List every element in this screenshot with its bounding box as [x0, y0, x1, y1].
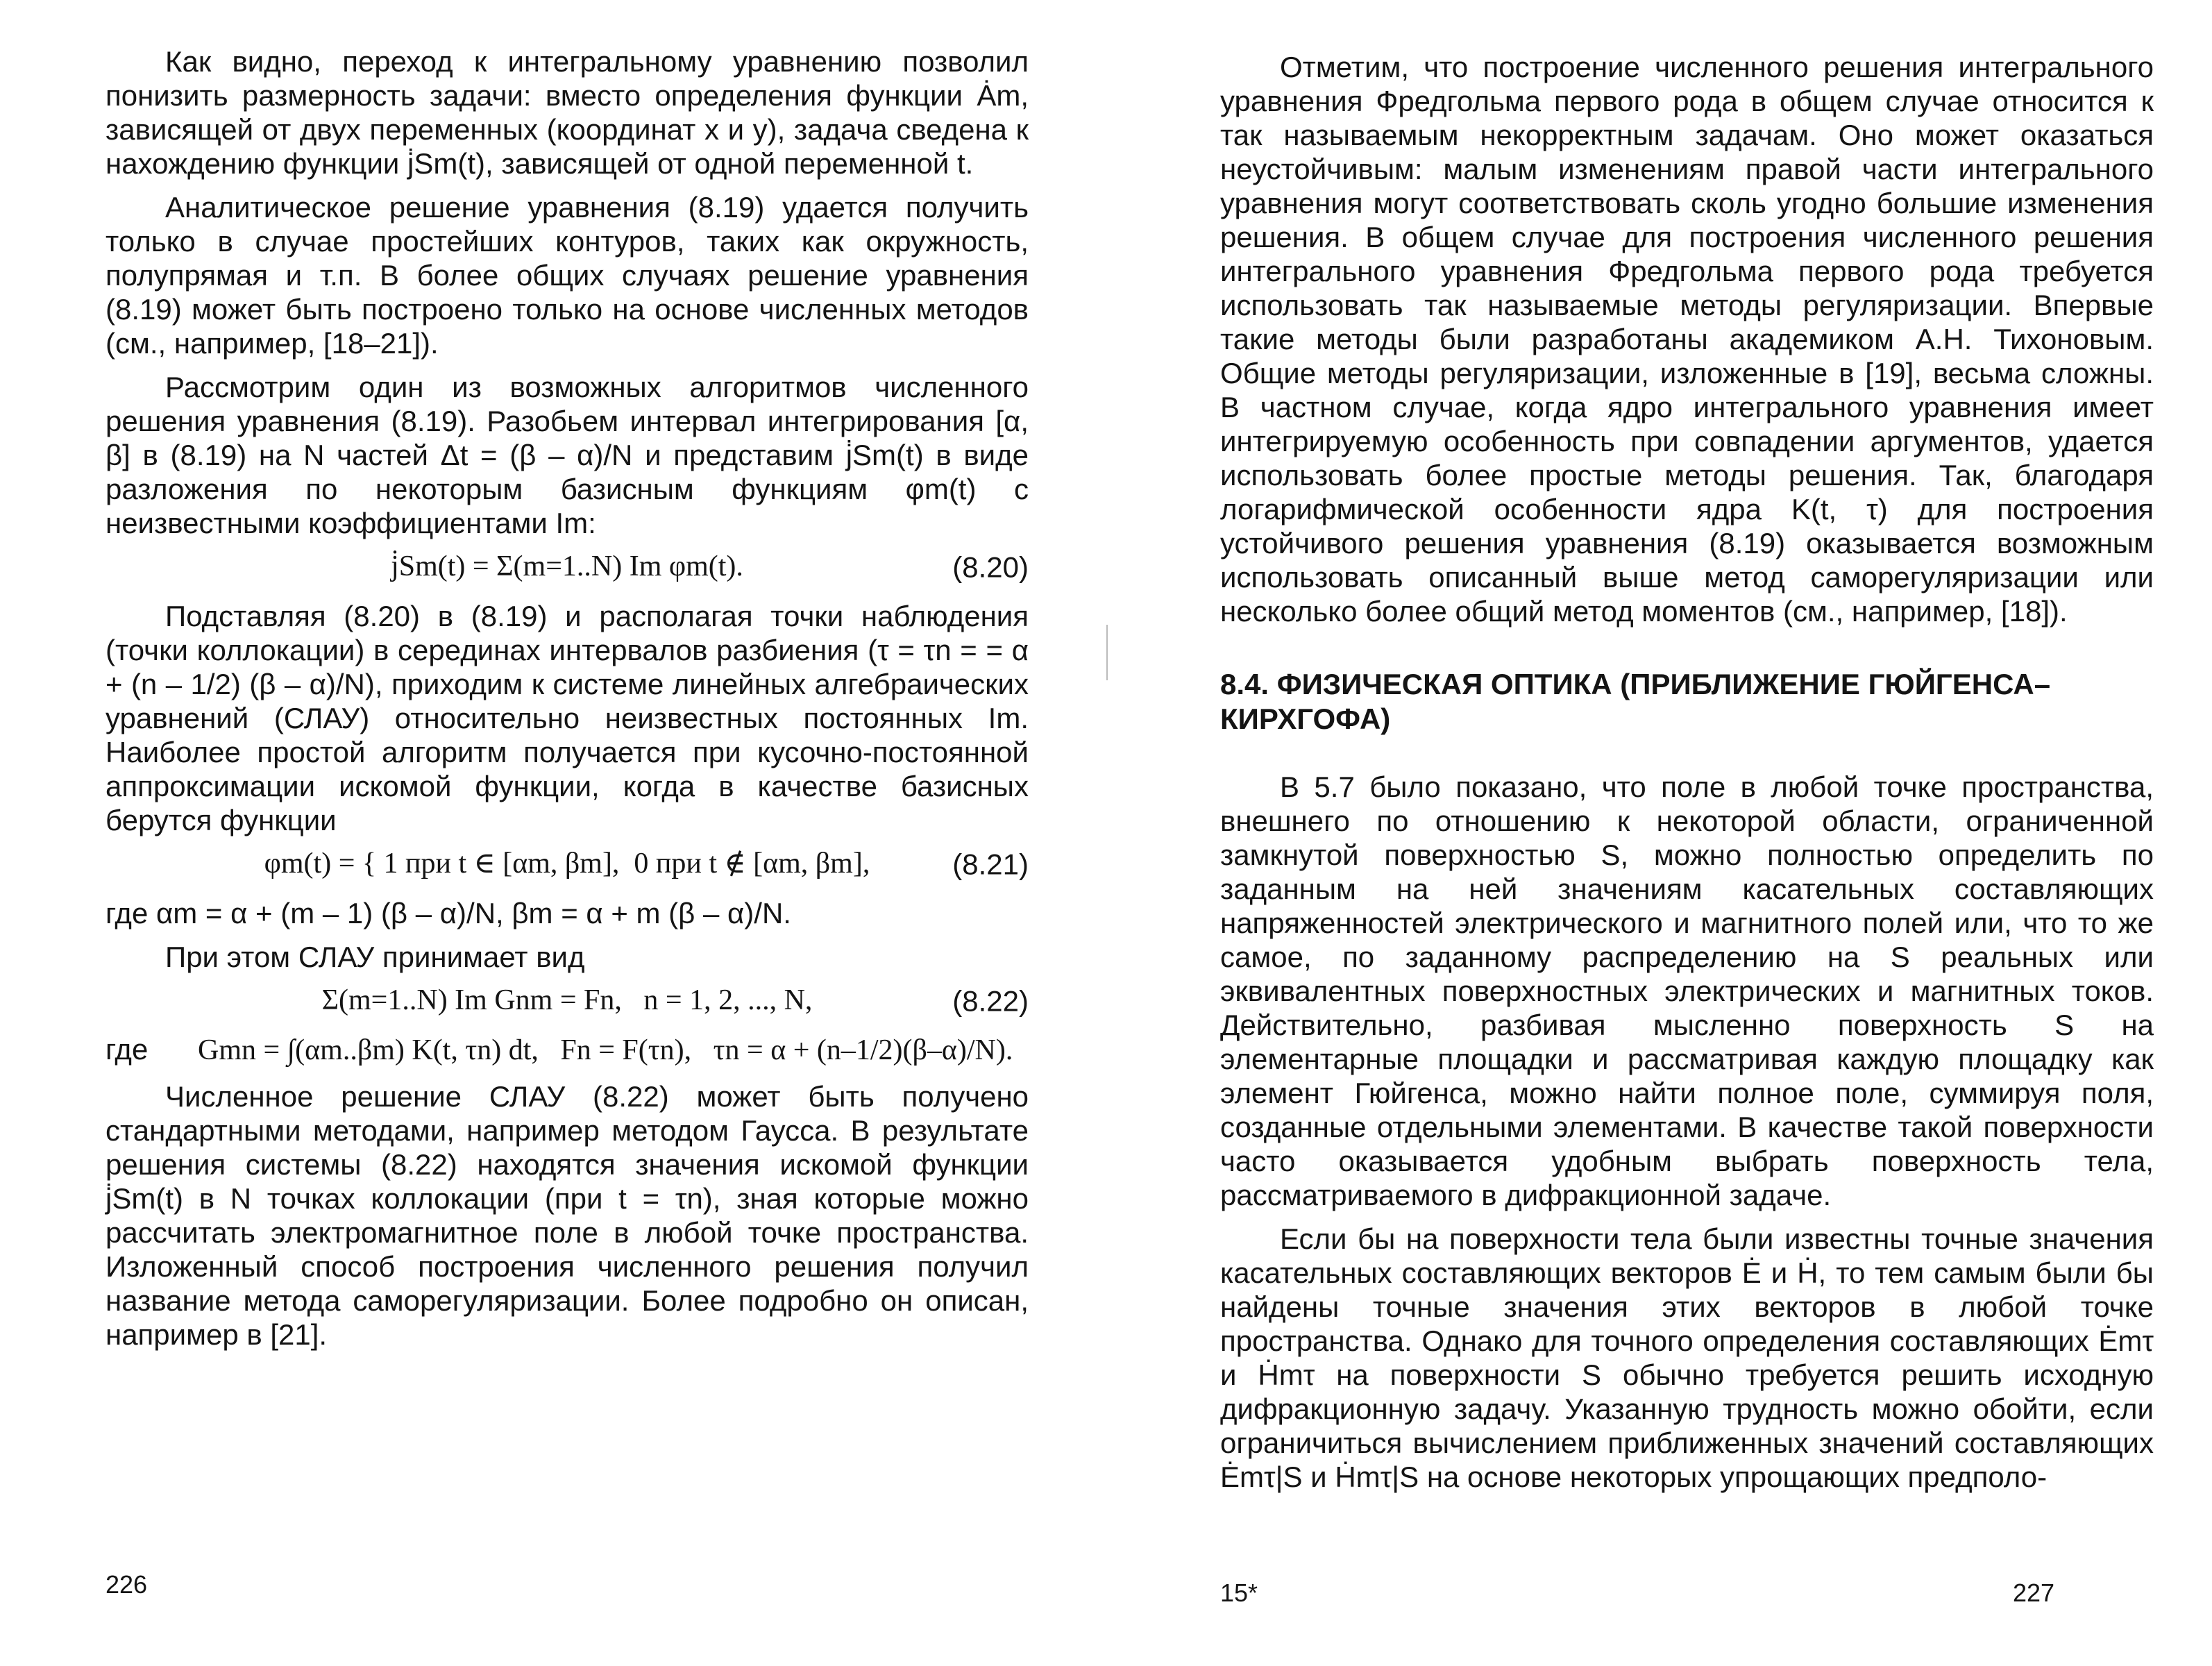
equation-number: (8.21) [952, 848, 1029, 880]
paragraph: При этом СЛАУ принимает вид [165, 941, 585, 973]
where-label: где [105, 1033, 149, 1066]
paragraph: Аналитическое решение уравнения (8.19) удается получить только в случае простейших контуров, таких как окружность, полупрямая и т.п. В более общих случаях решение уравнения (8.19) может быть построено только на основе численных методов (см., например, [18–21]). [105, 191, 1029, 360]
equation-number: (8.22) [952, 984, 1029, 1017]
section-heading: 8.4. ФИЗИЧЕСКАЯ ОПТИКА (ПРИБЛИЖЕНИЕ ГЮЙГЕНСА–КИРХГОФА) [1220, 668, 2051, 735]
left-text-column [105, 44, 1029, 1361]
page-number: 226 [105, 1570, 148, 1599]
where-line [105, 1033, 1029, 1067]
paragraph: Если бы на поверхности тела были известны точные значения касательных составляющих векторов Ė и Ḣ, то тем самым были бы найдены точные значения этих векторов в любой точке пространства. Однако для точного определения составляющих Ėmτ и Ḣmτ на поверхности S обычно требуется решить исходную дифракционную задачу. Указанную трудность можно обойти, если ограничиться вычислением приближенных значений составляющих Ėmτ|S и Ḣmτ|S на основе некоторых упрощающих предполо- [1220, 1222, 2154, 1493]
formula-8-20 [105, 550, 1029, 584]
formula-body: j̇Sm(t) = Σ(m=1..N) Im φm(t). [391, 550, 743, 582]
paragraph: Отметим, что построение численного решения интегрального уравнения Фредгольма первого рода в общем случае относится к так называемым некорректным задачам. Оно может оказаться неустойчивым: малым изменениям правой части интегрального уравнения могут соответствовать сколь угодно большие изменения решения. В общем случае для построения численного решения интегрального уравнения Фредгольма первого рода требуется использовать так называемые методы регуляризации. Впервые такие методы были разработаны академиком А.Н. Тихоновым. Общие методы регуляризации, изложенные в [19], весьма сложны. В частном случае, когда ядро интегрального уравнения имеет интегрируемую особенность при совпадении аргументов, удается использовать более простые методы решения. Так, благодаря логарифмической особенности ядра K(t, τ) для построения устойчивого решения уравнения (8.19) оказывается возможным использовать описанный выше метод саморегуляризации или несколько более общий метод моментов (см., например, [18]). [1220, 51, 2154, 628]
paragraph: Численное решение СЛАУ (8.22) может быть получено стандартными методами, например методом Гаусса. В результате решения системы (8.22) находятся значения искомой функции j̇Sm(t) в N точках коллокации (при t = τn), зная которые можно рассчитать электромагнитное поле в любой точке пространства. Изложенный способ построения численного решения получил название метода саморегуляризации. Более подробно он описан, например в [21]. [105, 1080, 1029, 1351]
formula-8-21 [105, 847, 1029, 881]
equation-number: (8.20) [952, 550, 1029, 583]
paragraph: Как видно, переход к интегральному уравнению позволил понизить размерность задачи: вместо определения функции Ȧm, зависящей от двух переменных (координат x и y), задача сведена к нахождению функции j̇Sm(t), зависящей от одной переменной t. [105, 45, 1029, 180]
formula-body: φm(t) = { 1 при t ∈ [αm, βm], 0 при t ∉ [αm, βm], [264, 848, 870, 880]
paragraph: Подставляя (8.20) в (8.19) и располагая точки наблюдения (точки коллокации) в серединах интервалов разбиения (τ = τn = = α + (n – 1/2) (β – α)/N), приходим к системе линейных алгебраических уравнений (СЛАУ) относительно неизвестных постоянных Im. Наиболее простой алгоритм получается при кусочно-постоянной аппроксимации искомой функции, когда в качестве базисных берутся функции [105, 600, 1029, 836]
formula-body: Σ(m=1..N) Im Gnm = Fn, n = 1, 2, ..., N, [321, 984, 813, 1016]
page-number: 227 [2013, 1579, 2055, 1607]
right-text-column [1220, 50, 2154, 1504]
signature-mark: 15* [1220, 1579, 1258, 1607]
formula-8-22 [105, 984, 1029, 1018]
paragraph: В 5.7 было показано, что поле в любой точке пространства, внешнего по отношению к некоторой области, ограниченной замкнутой поверхностью S, можно полностью определить по заданным на ней значениям касательных составляющих напряженностей электрического и магнитного полей или, что то же самое, по заданному распределению на S реальных или эквивалентных поверхностных электрических и магнитных токов. Действительно, разбивая мысленно поверхность S на элементарные площадки и рассматривая каждую площадку как элемент Гюйгенса, можно найти полное поле, суммируя поля, созданные отдельными элементами. В качестве такой поверхности часто оказывается удобным выбрать поверхность тела, рассматриваемого в дифракционной задаче. [1220, 771, 2154, 1211]
right-page [1106, 0, 2212, 1666]
paragraph: Рассмотрим один из возможных алгоритмов численного решения уравнения (8.19). Разобьем интервал интегрирования [α, β] в (8.19) на N частей Δt = (β – α)/N и представим j̇Sm(t) в виде разложения по некоторым базисным функциям φm(t) с неизвестными коэффициентами Im: [105, 371, 1029, 539]
where-formula: Gmn = ∫(αm..βm) K(t, τn) dt, Fn = F(τn), τn = α + (n–1/2)(β–α)/N). [197, 1034, 1013, 1066]
paragraph: где αm = α + (m – 1) (β – α)/N, βm = α + m (β – α)/N. [105, 897, 791, 929]
